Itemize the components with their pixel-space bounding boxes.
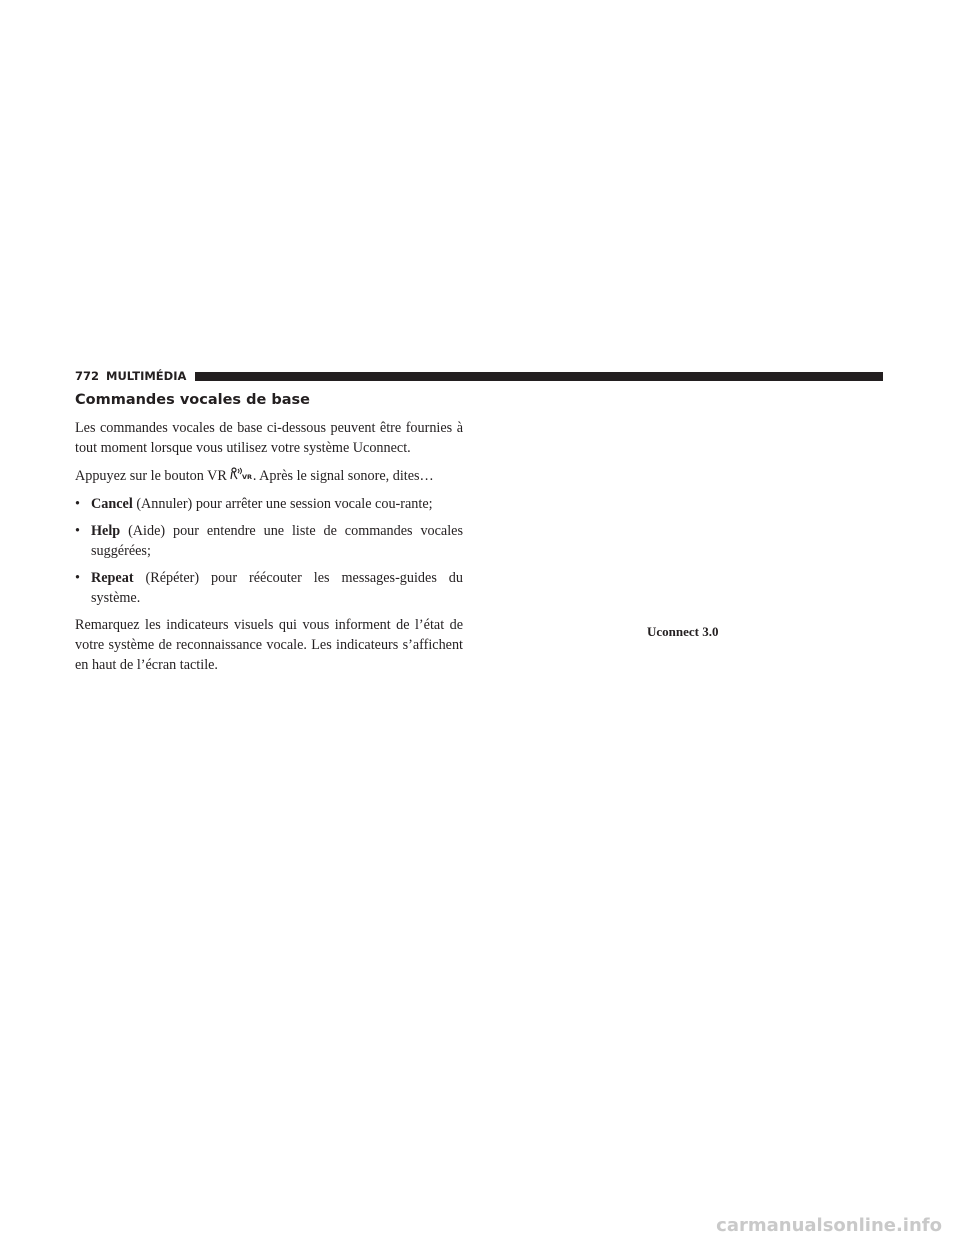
command-term: Help bbox=[91, 523, 121, 539]
bullet-icon: • bbox=[75, 496, 80, 512]
voice-recognition-icon bbox=[229, 467, 253, 481]
section-title: MULTIMÉDIA bbox=[106, 369, 187, 383]
command-term: Repeat bbox=[91, 570, 134, 586]
command-description: (Annuler) pour arrêter une session vocale cou-rante; bbox=[132, 496, 433, 512]
press-text-after: . Après le signal sonore, dites… bbox=[252, 468, 434, 484]
list-item bbox=[75, 521, 463, 561]
command-list bbox=[75, 494, 463, 608]
command-term: Cancel bbox=[91, 496, 133, 512]
svg-text:VR: VR bbox=[241, 473, 252, 481]
press-text-before: Appuyez sur le bouton VR bbox=[75, 468, 227, 484]
watermark: carmanualsonline.info bbox=[716, 1215, 942, 1236]
command-description: (Aide) pour entendre une liste de commandes vocales suggérées; bbox=[91, 523, 463, 559]
page-number: 772 bbox=[75, 369, 100, 383]
bullet-icon: • bbox=[75, 570, 80, 586]
header-rule bbox=[195, 372, 883, 381]
list-item bbox=[75, 568, 463, 608]
press-paragraph bbox=[75, 466, 463, 486]
section-heading: Commandes vocales de base bbox=[75, 392, 310, 408]
bullet-icon: • bbox=[75, 523, 80, 539]
list-item bbox=[75, 494, 463, 514]
intro-paragraph: Les commandes vocales de base ci-dessous peuvent être fournies à tout moment lorsque vous utilisez votre système Uconnect. bbox=[75, 420, 463, 456]
command-description: (Répéter) pour réécouter les messages-guides du système. bbox=[91, 570, 463, 606]
main-column bbox=[75, 392, 463, 683]
figure-caption: Uconnect 3.0 bbox=[647, 624, 719, 639]
page-header bbox=[75, 366, 883, 386]
closing-paragraph: Remarquez les indicateurs visuels qui vous informent de l’état de votre système de reconnaissance vocale. Les indicateurs s’affichent en haut de l’écran tactile. bbox=[75, 617, 463, 673]
